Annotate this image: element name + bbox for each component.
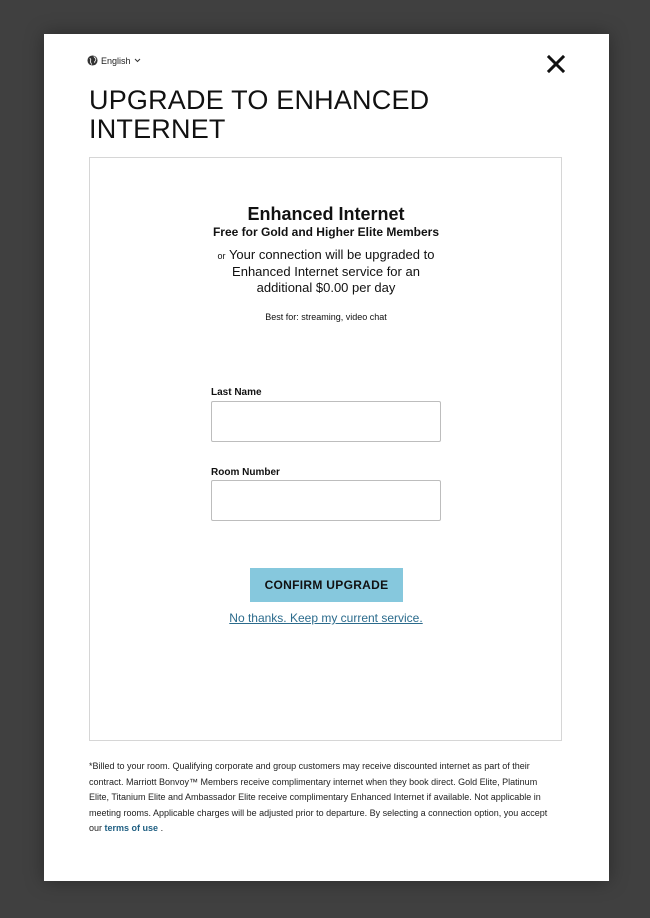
terms-of-use-link[interactable]: terms of use bbox=[104, 823, 159, 833]
last-name-label: Last Name bbox=[211, 387, 262, 398]
plan-card bbox=[89, 157, 562, 741]
disclaimer-text: *Billed to your room. Qualifying corporate and group customers may receive discounted internet as part of their contract. Marriott Bonvoy™ Members receive complimentary internet when they book direct. Gold Elite, Platinum Elite, Titanium Elite and Ambassador Elite receive complimentary Enhanced Internet if available. Not applicable in meeting rooms. Applicable charges will be adjusted prior to departure. By selecting a connection option, you accept our bbox=[89, 761, 548, 833]
plan-details bbox=[210, 198, 442, 322]
language-selector[interactable] bbox=[87, 55, 141, 66]
last-name-input[interactable] bbox=[211, 401, 441, 442]
plan-description-text: Your connection will be upgraded to Enhanced Internet service for an additional $0.00 per day bbox=[228, 247, 435, 295]
page-title: UPGRADE TO ENHANCED INTERNET bbox=[89, 85, 430, 144]
confirm-upgrade-button[interactable]: CONFIRM UPGRADE bbox=[250, 568, 403, 602]
plan-free-text: Free for Gold and Higher Elite Members bbox=[212, 225, 440, 239]
globe-icon bbox=[87, 55, 98, 66]
plan-name: Enhanced Internet bbox=[247, 204, 405, 224]
or-label: or bbox=[217, 251, 226, 261]
best-for-text: Best for: streaming, video chat bbox=[265, 312, 387, 322]
chevron-down-icon bbox=[134, 58, 141, 63]
decline-upgrade-link[interactable]: No thanks. Keep my current service. bbox=[229, 611, 423, 625]
close-icon bbox=[545, 53, 567, 75]
room-number-label: Room Number bbox=[211, 467, 280, 478]
language-label: English bbox=[101, 55, 131, 66]
disclaimer-end: . bbox=[160, 823, 164, 833]
plan-description bbox=[210, 247, 442, 296]
close-button[interactable] bbox=[545, 53, 567, 75]
room-number-input[interactable] bbox=[211, 480, 441, 521]
upgrade-modal bbox=[44, 34, 609, 881]
disclaimer bbox=[89, 759, 559, 837]
